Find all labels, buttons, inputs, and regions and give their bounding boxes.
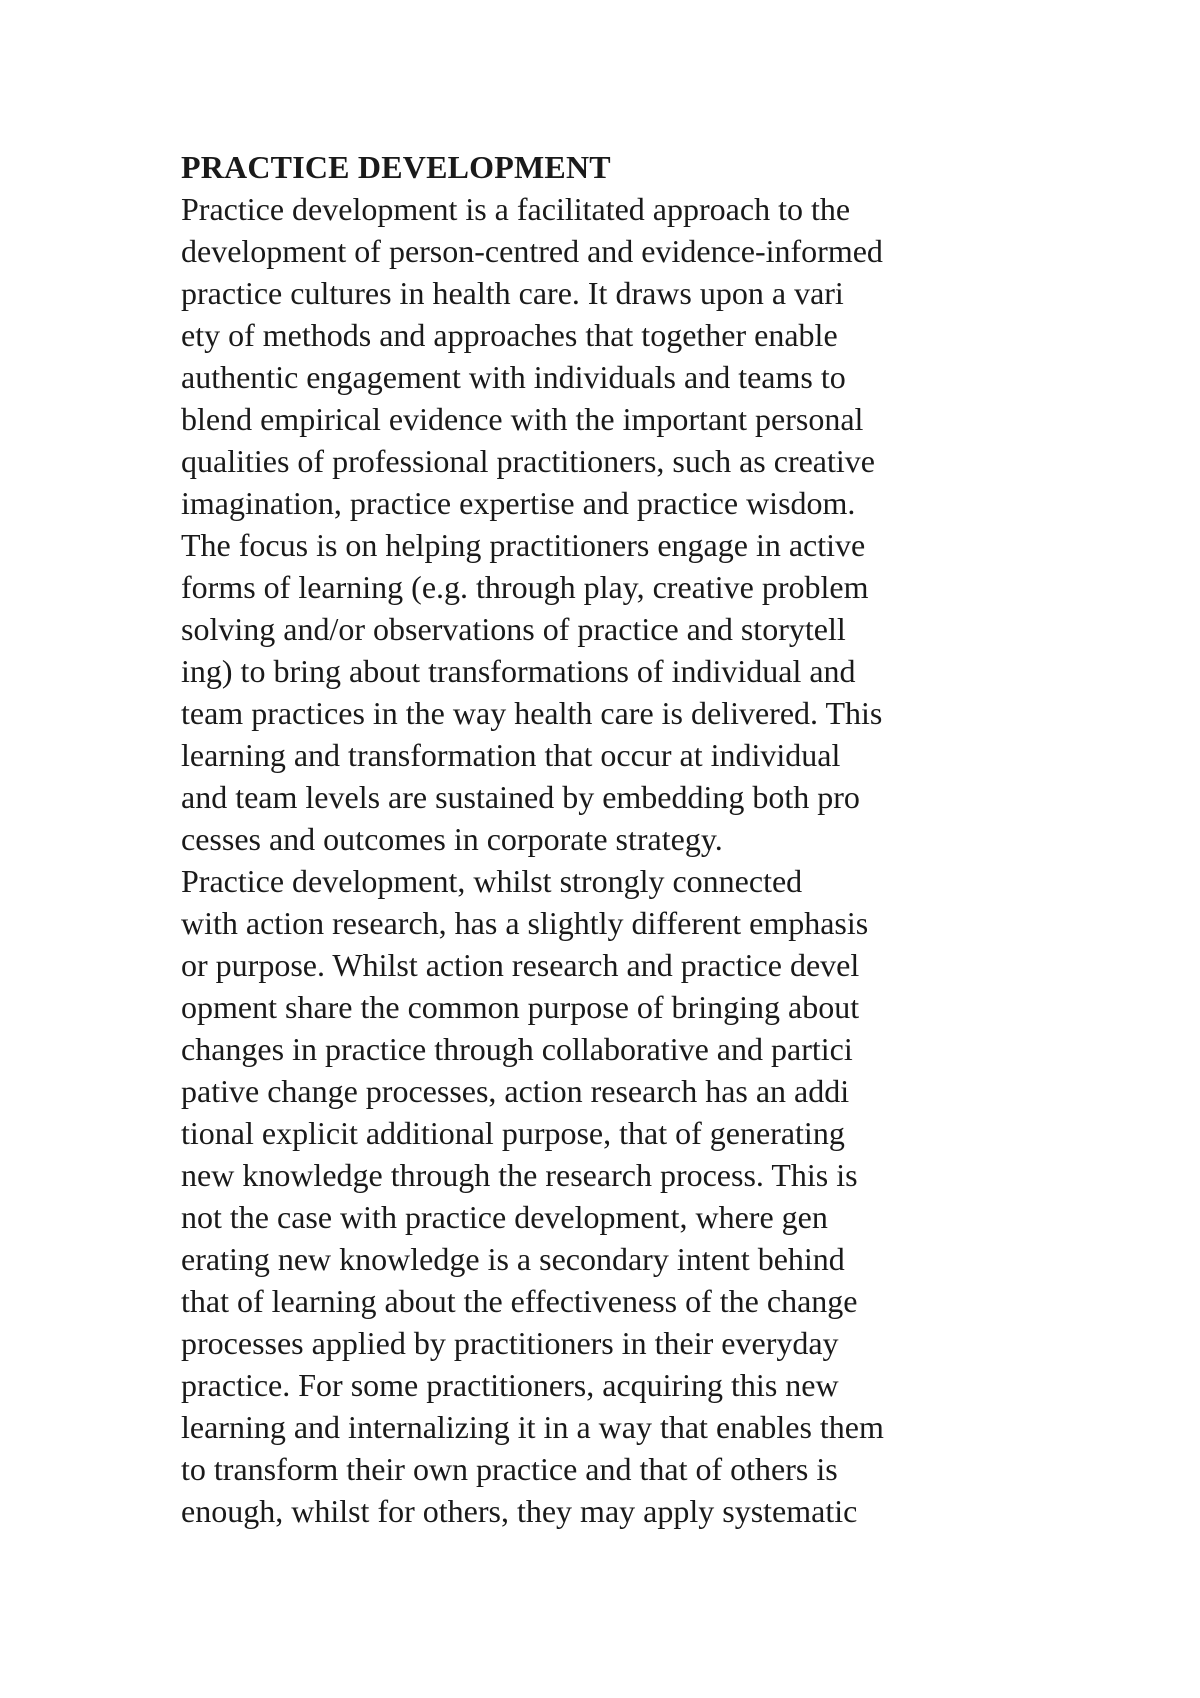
text-line: qualities of professional practitioners, such as creative bbox=[181, 443, 875, 479]
text-line: or purpose. Whilst action research and practice devel bbox=[181, 947, 860, 983]
text-line: that of learning about the effectiveness of the change bbox=[181, 1283, 858, 1319]
text-line: team practices in the way health care is delivered. This bbox=[181, 695, 883, 731]
text-line: processes applied by practitioners in their everyday bbox=[181, 1325, 839, 1361]
text-block bbox=[181, 146, 1081, 1532]
text-line: The focus is on helping practitioners engage in active bbox=[181, 527, 866, 563]
text-line: practice cultures in health care. It draws upon a vari bbox=[181, 275, 844, 311]
text-line: learning and internalizing it in a way that enables them bbox=[181, 1409, 884, 1445]
text-line: not the case with practice development, where gen bbox=[181, 1199, 828, 1235]
page-title: PRACTICE DEVELOPMENT bbox=[181, 149, 611, 185]
text-line: enough, whilst for others, they may apply systematic bbox=[181, 1493, 858, 1529]
text-line: opment share the common purpose of bringing about bbox=[181, 989, 860, 1025]
text-line: tional explicit additional purpose, that of generating bbox=[181, 1115, 845, 1151]
text-line: practice. For some practitioners, acquiring this new bbox=[181, 1367, 839, 1403]
text-line: new knowledge through the research process. This is bbox=[181, 1157, 858, 1193]
text-line: pative change processes, action research has an addi bbox=[181, 1073, 850, 1109]
text-line: development of person-centred and evidence-informed bbox=[181, 233, 883, 269]
text-line: with action research, has a slightly different emphasis bbox=[181, 905, 869, 941]
text-line: imagination, practice expertise and practice wisdom. bbox=[181, 485, 856, 521]
text-line: blend empirical evidence with the important personal bbox=[181, 401, 864, 437]
text-line: authentic engagement with individuals and teams to bbox=[181, 359, 846, 395]
text-line: cesses and outcomes in corporate strategy. bbox=[181, 821, 723, 857]
text-line: changes in practice through collaborative and partici bbox=[181, 1031, 853, 1067]
text-line: to transform their own practice and that of others is bbox=[181, 1451, 838, 1487]
text-line: solving and/or observations of practice and storytell bbox=[181, 611, 846, 647]
text-line: Practice development, whilst strongly connected bbox=[181, 863, 803, 899]
text-line: and team levels are sustained by embedding both pro bbox=[181, 779, 860, 815]
text-line: ing) to bring about transformations of individual and bbox=[181, 653, 856, 689]
text-line: forms of learning (e.g. through play, creative problem bbox=[181, 569, 869, 605]
text-line: learning and transformation that occur at individual bbox=[181, 737, 841, 773]
text-line: ety of methods and approaches that together enable bbox=[181, 317, 838, 353]
text-line: Practice development is a facilitated approach to the bbox=[181, 191, 851, 227]
text-line: erating new knowledge is a secondary intent behind bbox=[181, 1241, 845, 1277]
